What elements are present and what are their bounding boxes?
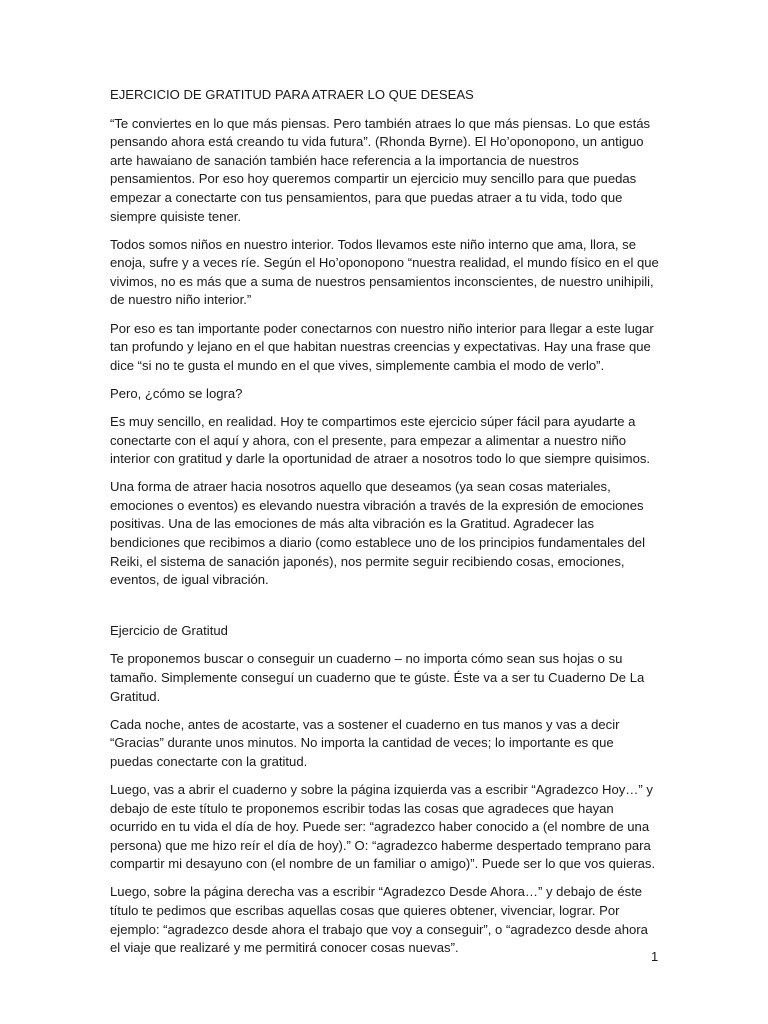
paragraph: Luego, vas a abrir el cuaderno y sobre la página izquierda vas a escribir “Agradezco Hoy…” y debajo de este título te proponemos escribir todas las cosas que agradeces que hayan ocurrido en tu vida el día de hoy. Puede ser: “agradezco haber conocido a (el nombre de una persona) que me hizo reír el día de hoy).” O: “agradezco haberme despertado temprano para compartir mi desayuno con (el nombre de un familiar o amigo)”. Puede ser lo que vos quieras. — [110, 781, 656, 872]
paragraph: Cada noche, antes de acostarte, vas a sostener el cuaderno en tus manos y vas a decir “Gracias” durante unos minutos. No importa la cantidad de veces; lo importante es que puedas conectarte con la gratitud. — [110, 716, 620, 769]
paragraph: “Te conviertes en lo que más piensas. Pero también atraes lo que más piensas. Lo que estás pensando ahora está creando tu vida futura”. (Rhonda Byrne). El Ho’oponopono, un antiguo arte hawaiano de sanación también hace referencia a la importancia de nuestros pensamientos. Por eso hoy queremos compartir un ejercicio muy sencillo para que puedas empezar a conectarte con tus pensamientos, para que puedas atraer a tu vida, todo que siempre quisiste tener. — [110, 115, 651, 224]
paragraph: Una forma de atraer hacia nosotros aquello que deseamos (ya sean cosas materiales, emociones o eventos) es elevando nuestra vibración a través de la expresión de emociones positivas. Una de las emociones de más alta vibración es la Gratitud. Agradecer las bendiciones que recibimos a diario (como establece uno de los principios fundamentales del Reiki, el sistema de sanación japonés), nos permite seguir recibiendo cosas, emociones, eventos, de igual vibración. — [110, 479, 645, 588]
document-title: EJERCICIO DE GRATITUD PARA ATRAER LO QUE DESEAS — [110, 87, 474, 102]
paragraph: Por eso es tan importante poder conectarnos con nuestro niño interior para llegar a este lugar tan profundo y lejano en el que habitan nuestras creencias y expectativas. Hay una frase que dice “si no te gusta el mundo en el que vives, simplemente cambia el modo de verlo”. — [110, 320, 654, 373]
section-title: Ejercicio de Gratitud — [110, 622, 228, 638]
paragraph: Es muy sencillo, en realidad. Hoy te compartimos este ejercicio súper fácil para ayudarte a conectarte con el aquí y ahora, con el presente, para empezar a alimentar a nuestro niño interior con gratitud y darle la oportunidad de atraer a nosotros todo lo que siempre quisimos. — [110, 413, 651, 467]
paragraph: Pero, ¿cómo se logra? — [110, 385, 243, 401]
page-number: 1 — [651, 949, 659, 964]
paragraph: Luego, sobre la página derecha vas a escribir “Agradezco Desde Ahora…” y debajo de éste título te pedimos que escribas aquellas cosas que quieres obtener, vivenciar, lograr. Por ejemplo: “agradezco desde ahora el trabajo que voy a conseguir”, o “agradezco desde ahora el viaje que realizaré y me permitirá conocer cosas nuevas”. — [110, 884, 648, 956]
document-page — [110, 86, 660, 967]
paragraph: Todos somos niños en nuestro interior. Todos llevamos este niño interno que ama, llora, se enoja, sufre y a veces ríe. Según el Ho’oponopono “nuestra realidad, el mundo físico en el que vivimos, no es más que a suma de nuestros pensamientos inconscientes, de nuestro unihipili, de nuestro niño interior.” — [110, 236, 659, 308]
paragraph: Te proponemos buscar o conseguir un cuaderno – no importa cómo sean sus hojas o su tamaño. Simplemente conseguí un cuaderno que te gúste. Éste va a ser tu Cuaderno De La Gratitud. — [110, 651, 645, 704]
